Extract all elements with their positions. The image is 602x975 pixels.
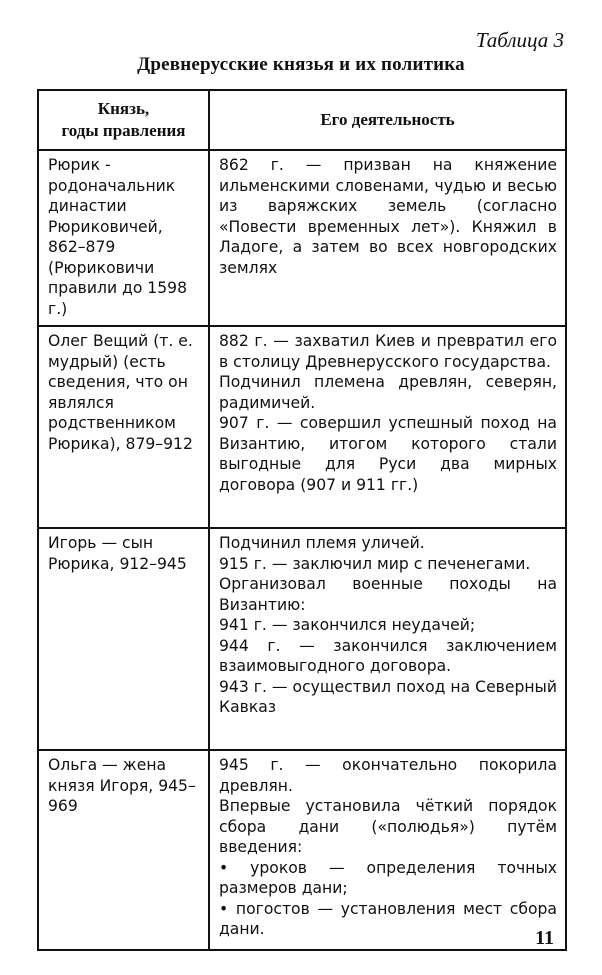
page-title: Древнерусские князья и их политика [137,54,465,75]
activity-line: 944 г. — закончился заключением взаимовыгодного договора. [219,636,557,675]
activity-line: • уроков — определения точных размеров дани; [219,858,557,897]
table-row [38,528,566,750]
activity-line: • погостов — установления мест сбора дани. [219,899,557,938]
activity-line: 862 г. — призван на княжение ильменскими словенами, чудью и весью из варяжских земель (согласно «Повести временных лет»). Княжил в Ладоге, а затем во всех новгородских землях [219,156,557,277]
table-row [38,326,566,528]
table-header-row [38,90,566,150]
activity-line: Организовал военные походы на Византию: [219,575,557,614]
column-header-prince: Князь, годы правления [38,90,209,150]
prince-cell: Ольга — жена князя Игоря, 945–969 [38,750,209,950]
activity-line: Подчинил племя уличей. [219,534,425,552]
activity-cell [209,150,566,326]
prince-cell: Рюрик - родоначальник династии Рюриковичей, 862–879 (Рюриковичи правили до 1598 г.) [38,150,209,326]
prince-cell: Игорь — сын Рюрика, 912–945 [38,528,209,750]
activity-cell [209,326,566,528]
activity-line: 915 г. — заключил мир с печенегами. [219,554,531,573]
activity-line: Подчинил племена древлян, северян, радимичей. [219,373,557,412]
activity-line: 882 г. — захватил Киев и превратил его в столицу Древнерусского государства. [219,332,557,371]
table-row [38,750,566,950]
princes-table [37,89,567,951]
activity-line: 945 г. — окончательно покорила древлян. [219,756,557,795]
activity-line: 941 г. — закончился неудачей; [219,616,476,634]
activity-line: 943 г. — осуществил поход на Северный Кавказ [219,677,557,716]
activity-cell [209,750,566,950]
column-header-activity: Его деятельность [209,90,566,150]
activity-line: 907 г. — совершил успешный поход на Византию, итогом которого стали выгодные для Руси два мирных договора (907 и 911 гг.) [219,414,557,494]
table-row [38,150,566,326]
activity-line: Впервые установила чёткий порядок сбора дани («полюдья») путём введения: [219,797,557,856]
prince-cell: Олег Вещий (т. е. мудрый) (есть сведения, что он являлся родственником Рюрика), 879–912 [38,326,209,528]
activity-cell [209,528,566,750]
page-number: 11 [535,927,554,949]
table-label: Таблица 3 [475,28,564,52]
